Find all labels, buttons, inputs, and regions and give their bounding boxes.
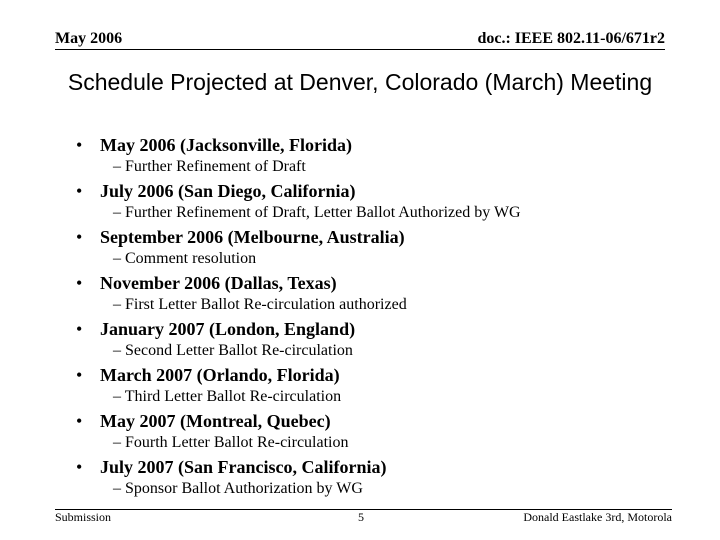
bullet-icon: • [76,365,83,385]
schedule-item [0,271,720,317]
meeting-task-text: Fourth Letter Ballot Re-circulation [125,434,349,451]
meeting-label: January 2007 (London, England) [100,319,356,339]
meeting-task-text: Further Refinement of Draft, Letter Ballot Authorized by WG [125,204,521,221]
dash-icon: – [113,158,121,175]
header-divider [55,49,665,50]
meeting-task [113,295,407,315]
slide-title: Schedule Projected at Denver, Colorado (March) Meeting [67,69,653,95]
meeting-label: July 2006 (San Diego, California) [100,181,356,201]
schedule-item [0,225,720,271]
bullet-icon: • [76,135,83,155]
meeting-task [113,203,521,223]
meeting-label: September 2006 (Melbourne, Australia) [100,227,405,247]
dash-icon: – [113,434,121,451]
bullet-icon: • [76,319,83,339]
bullet-icon: • [76,227,83,247]
footer-author: Donald Eastlake 3rd, Motorola [523,510,672,524]
dash-icon: – [113,250,121,267]
meeting-label: May 2007 (Montreal, Quebec) [100,411,331,431]
meeting-task [113,341,353,361]
dash-icon: – [113,480,121,497]
schedule-item [0,179,720,225]
meeting-label: November 2006 (Dallas, Texas) [100,273,337,293]
meeting-task [113,157,306,177]
header-date: May 2006 [55,30,123,47]
bullet-icon: • [76,411,83,431]
meeting-task [113,249,256,269]
schedule-list [0,133,720,501]
bullet-icon: • [76,457,83,477]
page-number: 5 [358,510,364,524]
bullet-icon: • [76,273,83,293]
meeting-task-text: Comment resolution [125,250,257,267]
schedule-item [0,317,720,363]
meeting-label: July 2007 (San Francisco, California) [100,457,387,477]
dash-icon: – [113,296,121,313]
meeting-task-text: First Letter Ballot Re-circulation authorized [125,296,407,313]
footer-submission: Submission [55,510,112,524]
meeting-task-text: Further Refinement of Draft [125,158,306,175]
meeting-task [113,479,363,499]
meeting-task-text: Second Letter Ballot Re-circulation [125,342,353,359]
meeting-task-text: Third Letter Ballot Re-circulation [124,388,342,405]
meeting-task-text: Sponsor Ballot Authorization by WG [125,480,363,497]
meeting-label: March 2007 (Orlando, Florida) [100,365,340,385]
dash-icon: – [113,342,121,359]
meeting-task [113,387,341,407]
schedule-item [0,455,720,501]
schedule-item [0,133,720,179]
schedule-item [0,363,720,409]
dash-icon: – [113,388,121,405]
bullet-icon: • [76,181,83,201]
meeting-label: May 2006 (Jacksonville, Florida) [100,135,352,155]
dash-icon: – [113,204,121,221]
meeting-task [113,433,349,453]
schedule-item [0,409,720,455]
header-doc-number: doc.: IEEE 802.11-06/671r2 [477,30,665,47]
